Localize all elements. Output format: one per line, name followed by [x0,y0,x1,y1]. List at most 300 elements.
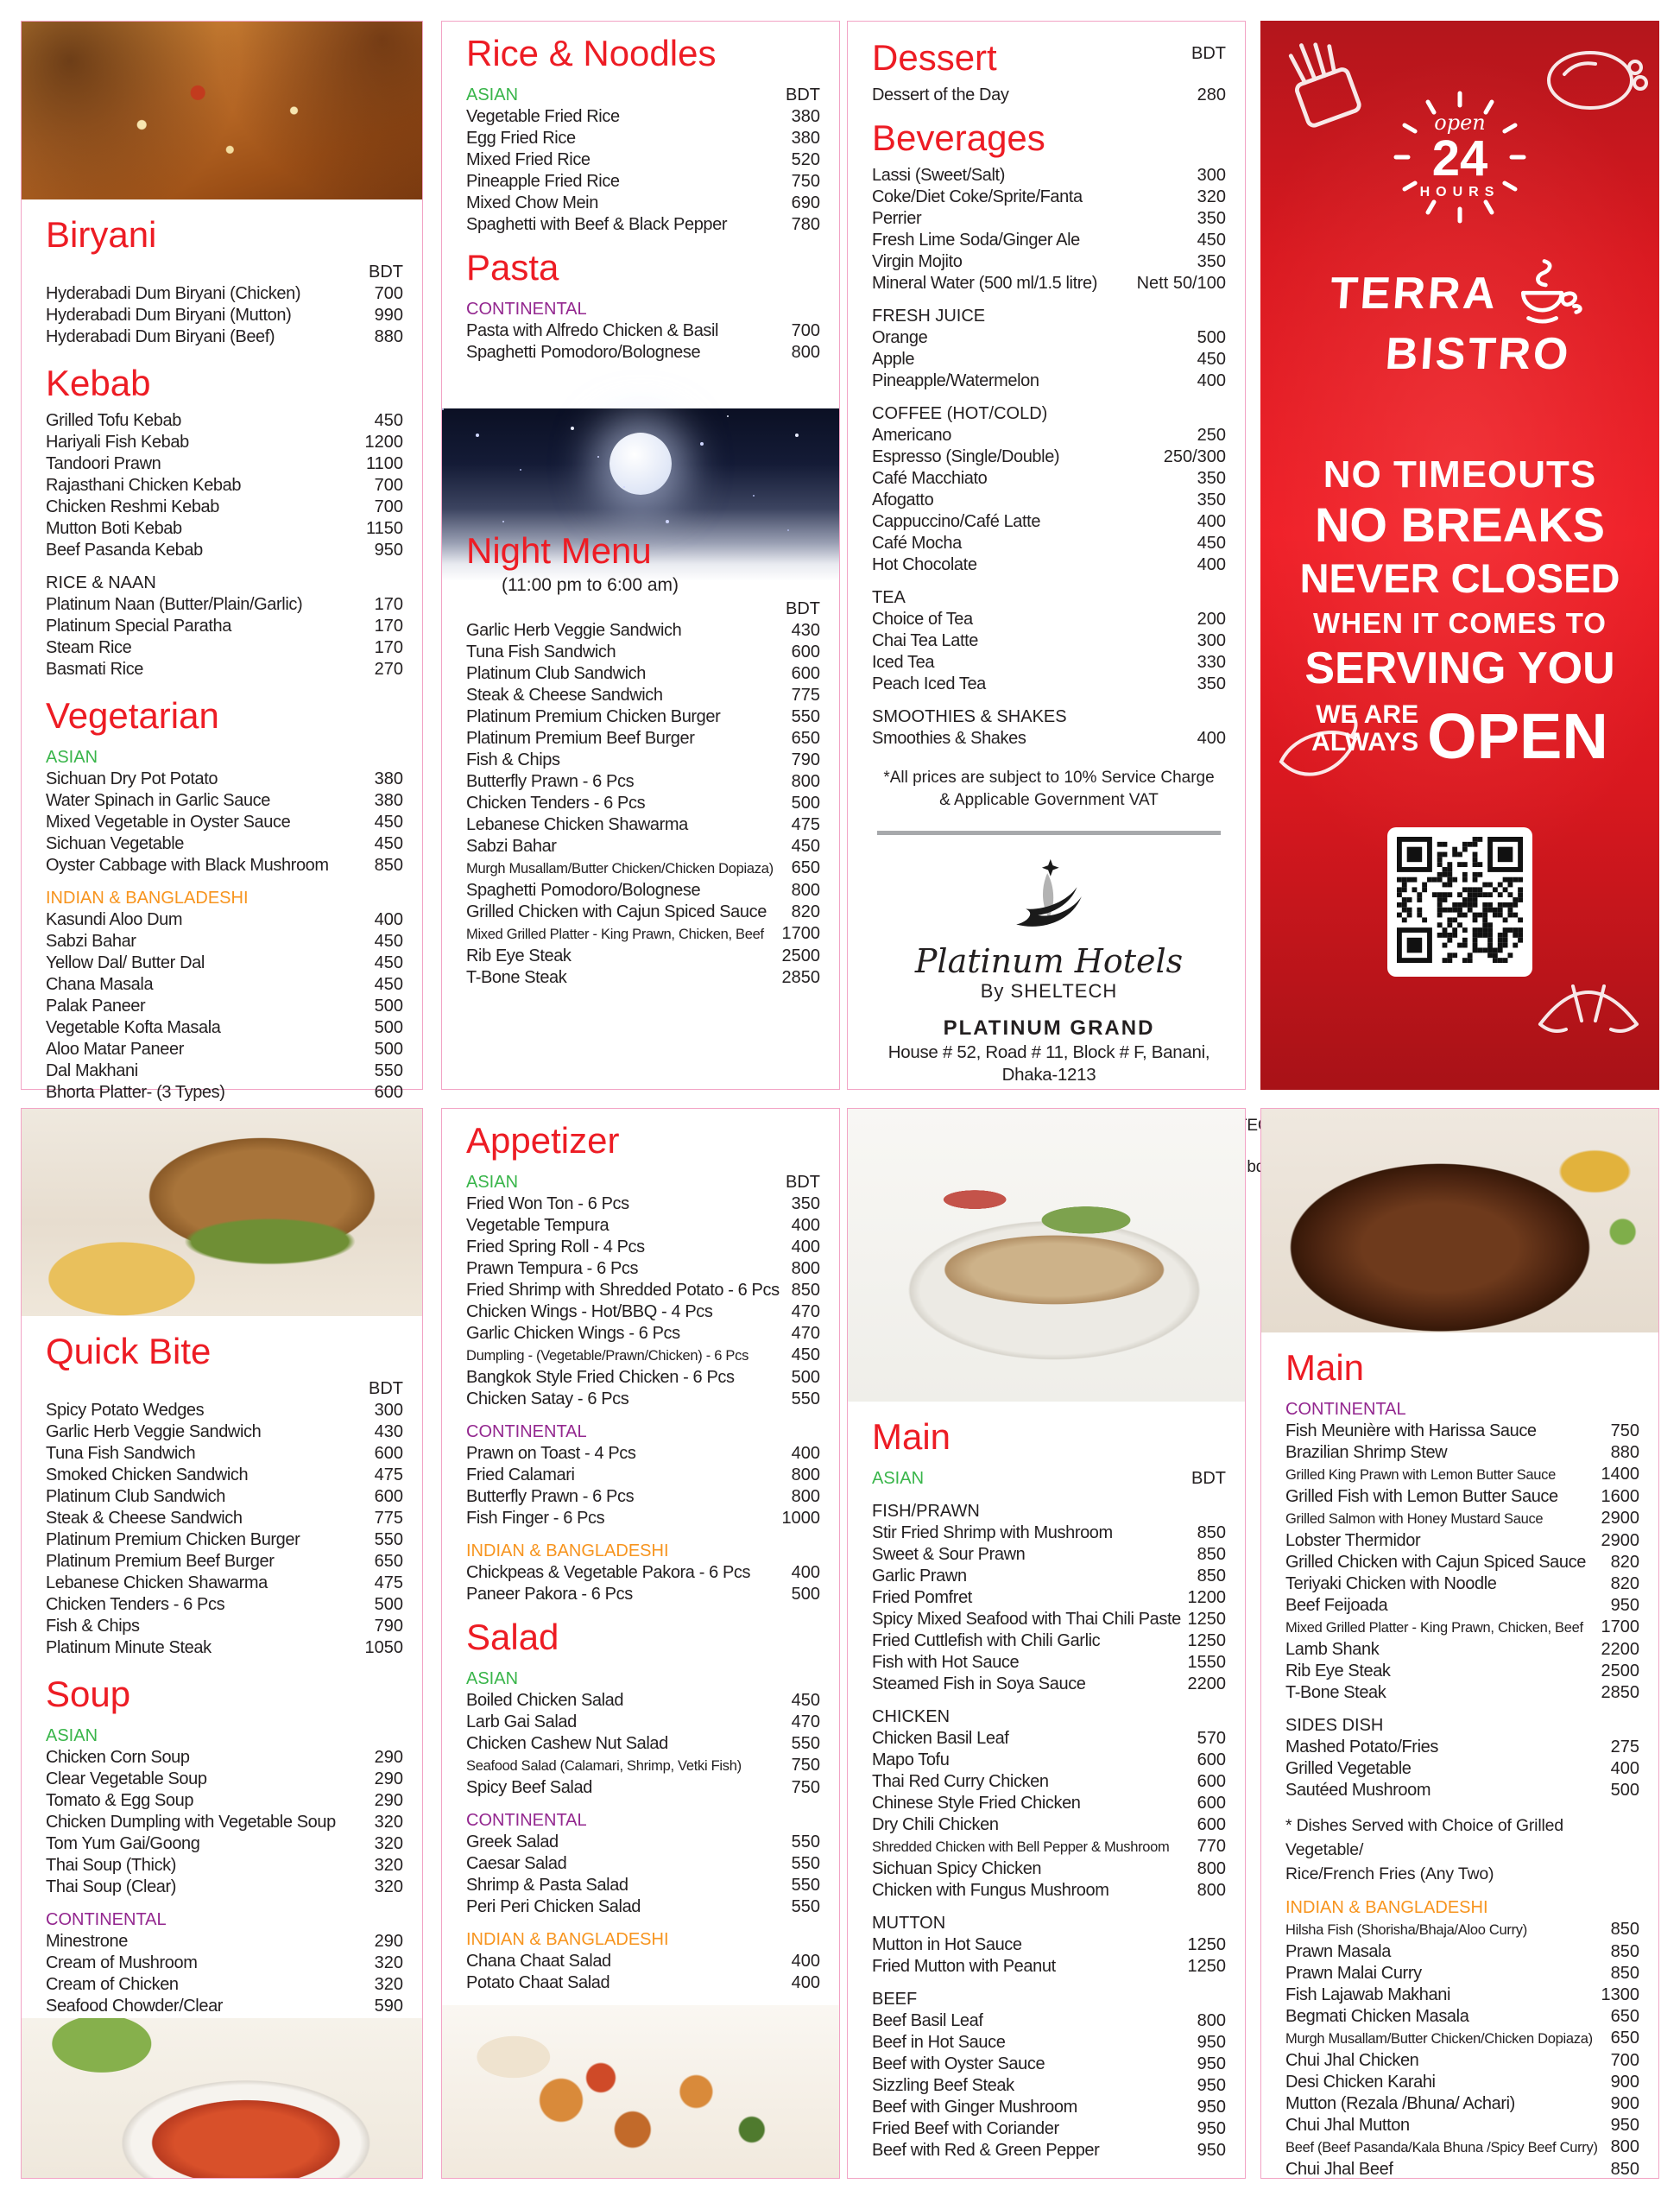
item-name: Mixed Fried Rice [466,150,591,169]
bdt-label: BDT [1191,1469,1226,1488]
menu-item [46,475,403,497]
item-name: Coke/Diet Coke/Sprite/Fanta [872,187,1083,206]
menu-item [466,642,820,663]
menu-item [46,1443,403,1465]
subsection-label: CHICKEN [872,1707,951,1726]
section-title [46,1332,403,1371]
item-name: Lobster Thermidor [1285,1531,1421,1550]
item-price: 500 [374,1018,403,1037]
menu-item [46,637,403,659]
panel-dessert-beverages [847,21,1246,1090]
menu-item [1285,1984,1639,2006]
menu-item [872,2075,1226,2097]
property-address: House # 52, Road # 11, Block # F, Banani, Dhaka-1213 [887,1042,1210,1085]
item-name: Smoothies & Shakes [872,729,1026,748]
item-name: Fish & Chips [466,750,560,769]
menu-item [872,1566,1226,1587]
item-name: Chickpeas & Vegetable Pakora - 6 Pcs [466,1563,751,1582]
item-name: Chui Jhal Beef [1285,2160,1393,2179]
dessert-beverages-column [848,34,1245,812]
menu-item [1285,1919,1639,1941]
menu-item [872,273,1226,294]
menu-item [466,663,820,685]
panel-main-continental-indian [1260,1108,1659,2179]
item-price: 950 [1610,2116,1639,2135]
item-price: 500 [1610,1781,1639,1800]
item-price: 320 [374,1834,403,1853]
menu-item [1285,2028,1639,2050]
item-name: Lebanese Chicken Shawarma [466,815,688,834]
item-name: Apple [872,350,915,369]
menu-item [1285,1573,1639,1595]
item-name: Platinum Premium Beef Burger [466,729,695,748]
item-price: 1250 [1187,1631,1226,1650]
menu-item [872,468,1226,490]
item-name: Murgh Musallam/Butter Chicken/Chicken Dopiaza) [466,861,774,877]
item-price: 750 [791,1778,820,1797]
item-name: Yellow Dal/ Butter Dal [46,953,205,972]
item-name: Minestrone [46,1932,128,1951]
section-title [1285,1348,1639,1388]
menu-item [872,349,1226,370]
item-name: Sichuan Vegetable [46,834,185,853]
item-price: 450 [374,813,403,832]
item-name: Chicken Reshmi Kebab [46,497,219,516]
subsection-label: TEA [872,588,906,607]
item-name: Water Spinach in Garlic Sauce [46,791,271,810]
item-price: 700 [374,476,403,495]
menu-item [1285,1639,1639,1661]
item-price: 800 [1197,1859,1226,1878]
menu-item [872,85,1226,106]
item-name: Chicken Dumpling with Vegetable Soup [46,1813,336,1832]
item-name: Chana Chaat Salad [466,1952,611,1971]
item-name: Vegetable Fried Rice [466,107,620,126]
item-name: Hilsha Fish (Shorisha/Bhaja/Aloo Curry) [1285,1922,1527,1938]
menu-item [1285,1421,1639,1442]
item-price: 450 [1197,350,1226,369]
item-name: Mutton (Rezala /Bhuna/ Achari) [1285,2094,1515,2113]
item-price: 450 [791,837,820,856]
slogan-open: OPEN [1427,700,1608,773]
menu-item [46,410,403,432]
menu-item [1285,1530,1639,1552]
menu-item [46,1616,403,1637]
menu-item [46,1931,403,1953]
item-price: 250 [1197,426,1226,445]
item-name: Bhorta Platter- (3 Types) [46,1083,225,1102]
item-name: Desi Chicken Karahi [1285,2073,1436,2092]
menu-item [1285,1442,1639,1464]
item-price: 1550 [1187,1653,1226,1672]
item-price: 1700 [781,924,820,943]
item-price: 500 [791,1585,820,1604]
coffee-cup-icon [1510,256,1589,332]
menu-item [466,1832,820,1853]
item-price: 820 [1610,1553,1639,1572]
item-price: 290 [374,1791,403,1810]
item-price: 775 [791,686,820,705]
item-name: Cappuccino/Café Latte [872,512,1041,531]
item-name: Egg Fried Rice [466,129,576,148]
section-title-text: Main [1285,1347,1365,1388]
menu-item [46,1877,403,1898]
item-price: 800 [1197,2011,1226,2030]
item-name: Chai Tea Latte [872,631,979,650]
item-name: Mutton Boti Kebab [46,519,182,538]
item-price: 950 [1197,2119,1226,2138]
item-price: 1000 [781,1509,820,1528]
item-name: Murgh Musallam/Butter Chicken/Chicken Dopiaza) [1285,2031,1593,2047]
item-name: Mixed Chow Mein [466,193,598,212]
item-price: 500 [374,1595,403,1614]
menu-item [46,909,403,931]
item-price: 850 [791,1281,820,1300]
item-price: 2500 [1601,1661,1639,1680]
menu-item [1285,2006,1639,2028]
cuisine-label-indian [466,1541,820,1562]
badge-24-label: 24 [1431,130,1488,187]
subsection-label: COFFEE (HOT/COLD) [872,404,1048,423]
menu-item [872,1956,1226,1978]
item-price: 400 [791,1216,820,1235]
item-price: 950 [1197,2054,1226,2073]
note-line: Rice/French Fries (Any Two) [1285,1864,1494,1883]
section-title [466,248,820,288]
menu-item [872,230,1226,251]
subsection-label: BEEF [872,1990,918,2009]
note-line: *All prices are subject to 10% Service Charge [883,769,1215,787]
cuisine-label-asian [872,1468,1226,1490]
menu-item [1285,1508,1639,1530]
cuisine-label-text: CONTINENTAL [466,1422,587,1441]
item-name: Platinum Club Sandwich [46,1487,225,1506]
subsection-label: FISH/PRAWN [872,1502,980,1521]
cuisine-label-text: CONTINENTAL [1285,1400,1406,1419]
photo-cashew-chicken [442,2005,839,2178]
panel-quickbite-soup [21,1108,423,2179]
menu-item [872,1544,1226,1566]
item-price: 950 [1197,2098,1226,2117]
item-price: 250/300 [1163,447,1226,466]
photo-biryani [22,22,422,199]
item-price: 1250 [1187,1935,1226,1954]
menu-item [872,652,1226,674]
item-price: 350 [1197,491,1226,510]
menu-item [46,1812,403,1833]
cuisine-label-text: ASIAN [466,1669,519,1688]
item-name: Fried Cuttlefish with Chili Garlic [872,1631,1101,1650]
item-price: 1600 [1601,1487,1639,1506]
item-price: 320 [374,1953,403,1972]
menu-item [1285,2159,1639,2181]
item-price: 850 [1197,1523,1226,1542]
item-price: 290 [374,1769,403,1788]
section-title-text: Soup [46,1674,131,1714]
item-name: Fried Pomfret [872,1588,972,1607]
item-price: 950 [1610,1596,1639,1615]
item-name: Prawn on Toast - 4 Pcs [466,1444,636,1463]
menu-item [872,2118,1226,2140]
item-name: Sichuan Dry Pot Potato [46,769,218,788]
menu-item [466,685,820,706]
item-price: 350 [1197,469,1226,488]
menu-item [466,1508,820,1529]
menu-item [46,1508,403,1529]
menu-item [1285,1595,1639,1617]
item-name: Sabzi Bahar [466,837,557,856]
item-price: 320 [374,1975,403,1994]
item-name: Smoked Chicken Sandwich [46,1465,249,1484]
item-name: Virgin Mojito [872,252,963,271]
menu-item [1285,1963,1639,1984]
cuisine-label-text: CONTINENTAL [466,300,587,319]
item-price: 380 [791,107,820,126]
menu-item [872,165,1226,187]
item-price: 800 [791,1487,820,1506]
panel-promo-terra-bistro [1260,21,1659,1090]
divider [877,831,1221,835]
section-title [466,1617,820,1657]
item-name: Larb Gai Salad [466,1712,577,1731]
menu-item [872,630,1226,652]
menu-item [466,1690,820,1712]
item-price: 600 [374,1083,403,1102]
item-name: Fried Mutton with Peanut [872,1957,1056,1976]
menu-item [46,497,403,518]
item-name: Mapo Tofu [872,1750,950,1769]
menu-item [872,187,1226,208]
item-name: Garlic Chicken Wings - 6 Pcs [466,1324,680,1343]
cuisine-label-continental [466,1810,820,1832]
menu-item [872,511,1226,533]
item-name: Chinese Style Fried Chicken [872,1794,1081,1813]
terra-bistro-logo [1330,256,1589,380]
item-name: Steak & Cheese Sandwich [466,686,663,705]
item-name: Steak & Cheese Sandwich [46,1509,243,1528]
item-price: 520 [791,150,820,169]
menu-item [872,554,1226,576]
menu-item [466,728,820,750]
item-name: Grilled Chicken with Cajun Spiced Sauce [1285,1553,1586,1572]
item-name: Prawn Masala [1285,1942,1391,1961]
item-name: Grilled Tofu Kebab [46,411,181,430]
item-name: Spicy Mixed Seafood with Thai Chili Paste [872,1610,1181,1629]
item-name: Rib Eye Steak [466,946,572,965]
item-price: 475 [791,815,820,834]
item-name: Oyster Cabbage with Black Mushroom [46,856,329,875]
item-name: Peri Peri Chicken Salad [466,1897,641,1916]
item-price: 550 [791,1876,820,1895]
item-price: 570 [1197,1729,1226,1748]
slogan-line: NO BREAKS [1314,497,1606,552]
item-price: 380 [374,791,403,810]
section-title-text: Pasta [466,247,559,288]
item-name: Chicken Satay - 6 Pcs [466,1389,629,1408]
menu-item [466,771,820,793]
item-price: 300 [374,1401,403,1420]
item-name: Platinum Premium Beef Burger [46,1552,275,1571]
item-name: Choice of Tea [872,610,973,629]
item-price: 600 [1197,1750,1226,1769]
item-name: Beef Pasanda Kebab [46,541,203,560]
item-price: 800 [791,772,820,791]
section-title-text: Salad [466,1617,559,1657]
menu-item [872,1630,1226,1652]
menu-item [466,1280,820,1301]
item-name: Cream of Chicken [46,1975,179,1994]
item-price: 800 [791,1259,820,1278]
menu-item [1285,2050,1639,2072]
item-price: 650 [374,1552,403,1571]
menu-item [466,967,820,989]
item-name: Sweet & Sour Prawn [872,1545,1026,1564]
photo-sandwich [22,1109,422,1316]
item-price: 450 [374,834,403,853]
item-name: Shredded Chicken with Bell Pepper & Mushroom [872,1839,1170,1855]
cuisine-label-text: INDIAN & BANGLADESHI [46,889,249,908]
item-name: Fish Lajawab Makhani [1285,1985,1450,2004]
item-name: Beef with Oyster Sauce [872,2054,1045,2073]
item-price: 350 [1197,674,1226,693]
menu-item [872,1880,1226,1902]
section-title [46,696,403,736]
item-name: Beef with Red & Green Pepper [872,2141,1100,2160]
item-name: Fried Calamari [466,1465,575,1484]
item-name: Greek Salad [466,1832,559,1851]
item-name: Mixed Grilled Platter - King Prawn, Chicken, Beef [1285,1620,1583,1636]
note-line: & Applicable Government VAT [939,791,1159,809]
menu-item [872,1587,1226,1609]
item-price: 280 [1197,85,1226,104]
night-menu-list [442,598,839,989]
item-price: 590 [374,1997,403,2016]
item-price: 790 [791,750,820,769]
section-title-text: Dessert [872,37,997,78]
item-price: 800 [791,1465,820,1484]
item-price: 600 [791,642,820,661]
item-price: 950 [374,541,403,560]
item-name: Prawn Malai Curry [1285,1964,1422,1983]
menu-item [872,490,1226,511]
brand-terra: TERRA [1328,269,1500,319]
menu-item [46,1594,403,1616]
item-price: 750 [791,1756,820,1775]
menu-item [872,1728,1226,1750]
menu-item [46,326,403,348]
item-name: Hyderabadi Dum Biryani (Mutton) [46,306,292,325]
menu-item [466,214,820,236]
item-price: 470 [791,1324,820,1343]
menu-item [1285,1737,1639,1758]
item-name: Boiled Chicken Salad [466,1691,624,1710]
item-price: 320 [374,1877,403,1896]
item-name: Seafood Chowder/Clear [46,1997,224,2016]
item-name: Lebanese Chicken Shawarma [46,1573,268,1592]
cuisine-label-text: INDIAN & BANGLADESHI [466,1541,669,1560]
menu-item [872,2032,1226,2054]
section-title: Night Menu [466,530,652,571]
note-line: * Dishes Served with Choice of Grilled Vegetable/ [1285,1816,1563,1859]
menu-item [466,1486,820,1508]
qr-code [1387,827,1532,977]
main-continental-column [1261,1348,1658,2181]
menu-item [466,1301,820,1323]
item-name: Spaghetti with Beef & Black Pepper [466,215,728,234]
item-name: Chana Masala [46,975,154,994]
item-price: 450 [374,932,403,951]
item-name: Orange [872,328,928,347]
hotel-name: Platinum Hotels [914,942,1184,980]
item-price: 850 [1610,2160,1639,2179]
item-price: 550 [791,1854,820,1873]
item-name: Shrimp & Pasta Salad [466,1876,628,1895]
slogan-always: ALWAYS [1311,728,1419,757]
item-name: Butterfly Prawn - 6 Pcs [466,772,635,791]
note [872,767,1226,812]
item-name: Hot Chocolate [872,555,977,574]
item-price: 600 [1197,1772,1226,1791]
section-title [466,1121,820,1161]
item-price: 2200 [1187,1674,1226,1693]
menu-item [46,305,403,326]
item-price: 330 [1197,653,1226,672]
item-price: 800 [1197,1881,1226,1900]
cuisine-label-text: INDIAN & BANGLADESHI [466,1930,669,1949]
item-price: 320 [1197,187,1226,206]
section-title [46,364,403,403]
cuisine-label-indian [46,888,403,909]
section-title [872,1417,1226,1457]
menu-item [466,706,820,728]
item-price: 650 [1610,2029,1639,2048]
item-price: 500 [791,1368,820,1387]
item-name: Sautéed Mushroom [1285,1781,1431,1800]
menu-item [46,1996,403,2017]
menu-item [1285,1617,1639,1639]
menu-item [872,1674,1226,1695]
bdt-label: BDT [369,263,403,282]
appetizer-salad-column [442,1121,839,1994]
item-name: Americano [872,426,951,445]
item-price: 750 [791,172,820,191]
bdt-label: BDT [786,1173,820,1192]
slogan-we-are: WE ARE [1316,700,1419,729]
bdt-label: BDT [786,599,820,618]
item-price: 1200 [1187,1588,1226,1607]
item-name: Tomato & Egg Soup [46,1791,194,1810]
item-price: 275 [1610,1737,1639,1756]
menu-item [46,594,403,616]
badge-hours-label: HOURS [1419,185,1500,199]
item-price: 1300 [1601,1985,1639,2004]
item-price: 450 [1197,534,1226,553]
menu-item [872,1609,1226,1630]
menu-item [872,446,1226,468]
item-price: 400 [791,1973,820,1992]
menu-item [46,432,403,453]
item-price: 2900 [1601,1509,1639,1528]
menu-item [46,769,403,790]
item-price: 600 [1197,1794,1226,1813]
cuisine-label-continental [466,299,820,320]
menu-item [466,620,820,642]
menu-item [466,149,820,171]
item-price: 850 [1610,1942,1639,1961]
item-name: Lamb Shank [1285,1640,1380,1659]
section-title-text: Appetizer [466,1120,620,1161]
item-price: 200 [1197,610,1226,629]
